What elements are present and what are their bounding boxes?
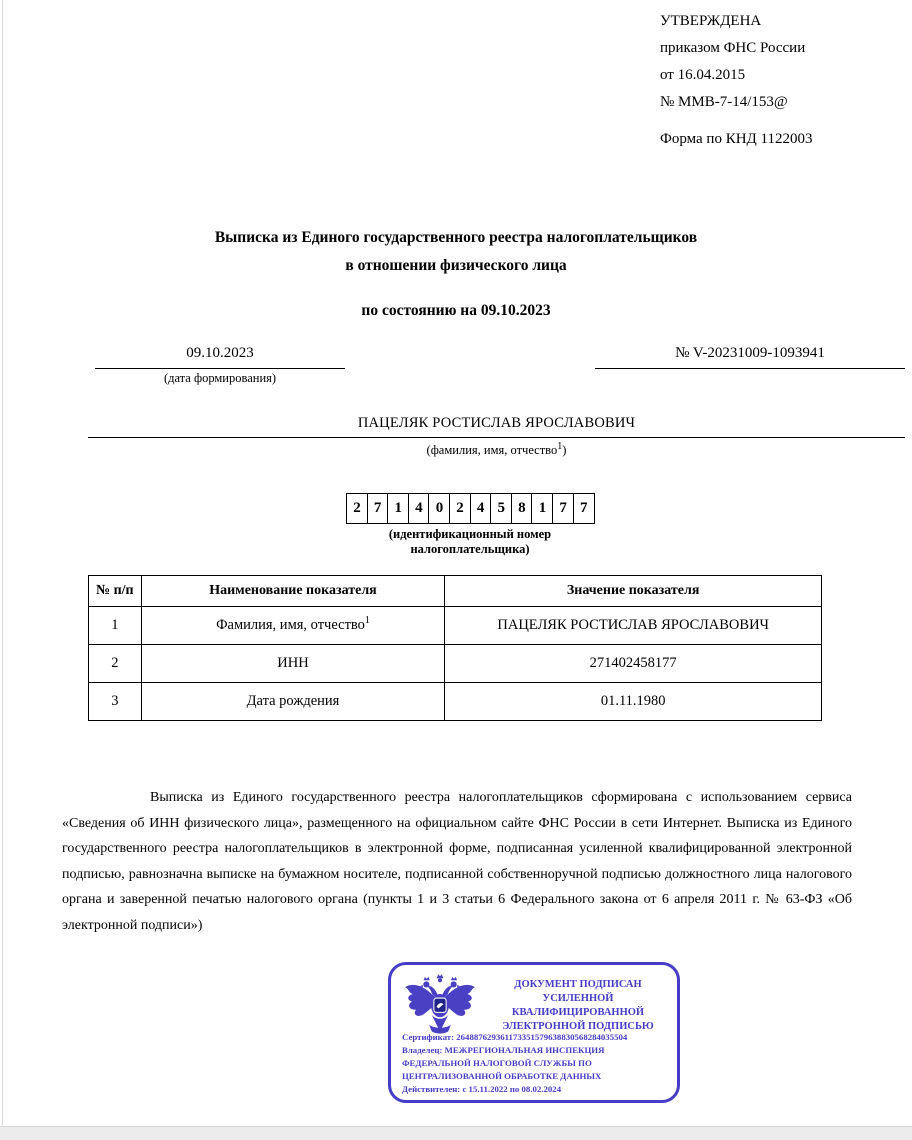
inn-digit-cell: 8	[511, 493, 533, 524]
stamp-title-line3: ЭЛЕКТРОННОЙ ПОДПИСЬЮ	[502, 1021, 654, 1032]
footnote-marker: 1	[364, 615, 370, 627]
header-cell-value: Значение показателя	[445, 576, 822, 607]
indicator-name-text: Дата рождения	[246, 693, 340, 709]
as-of-date: по состоянию на 09.10.2023	[361, 302, 551, 319]
viewport-bottom-band	[0, 1126, 912, 1140]
cell-indicator-name	[141, 607, 445, 645]
certificate-value: 264887629361173351579638830568284035504	[456, 1032, 628, 1042]
extract-number-underline	[595, 368, 905, 369]
full-name-caption	[88, 440, 905, 458]
validity-value: с 15.11.2022 по 08.02.2024	[462, 1084, 562, 1094]
inn-digit-boxes	[346, 493, 595, 524]
cell-indicator-name	[141, 683, 445, 721]
inn-digit-cell: 5	[490, 493, 512, 524]
document-title-line2: в отношении физического лица	[345, 257, 567, 274]
inn-digit-cell: 4	[470, 493, 492, 524]
inn-caption-line1: (идентификационный номер	[388, 527, 552, 541]
formation-date-caption: (дата формирования)	[163, 371, 277, 385]
cell-indicator-value: 01.11.1980	[445, 683, 822, 721]
document-title-line1: Выписка из Единого государственного реестра налогоплательщиков	[214, 229, 698, 246]
inn-caption	[290, 527, 650, 557]
taxpayer-full-name: ПАЦЕЛЯК РОСТИСЛАВ ЯРОСЛАВОВИЧ	[357, 415, 636, 431]
cell-indicator-value: 271402458177	[445, 645, 822, 683]
note-paragraph: Выписка из Единого государственного реестра налогоплательщиков сформирована с использованием сервиса «Сведения об ИНН физического лица», размещенного на официальном сайте ФНС России в сети Интернет. Выписка из Единого государственного реестра налогоплательщиков в электронной форме, подписанная усиленной квалифицированной электронной подписью, равнозначна выписке на бумажном носителе, подписанной собственноручной подписью должностного лица налогового органа и заверенной печатью налогового органа (пункты 1 и 3 статьи 6 Федерального закона от 6 апреля 2011 г. № 63-ФЗ «Об электронной подписи»)	[62, 790, 852, 933]
stamp-details	[402, 1031, 674, 1096]
certificate-line	[402, 1031, 674, 1044]
cell-row-number: 2	[89, 645, 142, 683]
table-row	[89, 645, 822, 683]
inn-digit-cell: 7	[573, 493, 595, 524]
header-cell-num: № п/п	[89, 576, 142, 607]
approval-line: приказом ФНС России	[660, 40, 806, 56]
indicators-table	[88, 575, 822, 721]
indicator-name-text: ИНН	[277, 655, 309, 671]
inn-digit-cell: 7	[367, 493, 389, 524]
approval-line: от 16.04.2015	[660, 67, 746, 83]
cell-row-number: 3	[89, 683, 142, 721]
cell-indicator-name	[141, 645, 445, 683]
indicator-name-text: Фамилия, имя, отчество	[216, 617, 365, 633]
inn-digit-cell: 7	[552, 493, 574, 524]
owner-line	[402, 1044, 674, 1083]
cell-row-number: 1	[89, 607, 142, 645]
full-name-caption-text: (фамилия, имя, отчество	[426, 443, 558, 457]
full-name-caption-close: )	[562, 443, 567, 457]
stamp-title	[485, 978, 671, 1034]
inn-digit-cell: 0	[428, 493, 450, 524]
owner-value: МЕЖРЕГИОНАЛЬНАЯ ИНСПЕКЦИЯ ФЕДЕРАЛЬНОЙ НАЛОГОВОЙ СЛУЖБЫ ПО ЦЕНТРАЛИЗОВАННОЙ ОБРАБОТКЕ ДАННЫХ	[402, 1045, 605, 1081]
approval-block	[660, 8, 910, 116]
inn-digit-cell: 1	[531, 493, 553, 524]
header-cell-name: Наименование показателя	[141, 576, 445, 607]
page-left-edge	[2, 0, 3, 1140]
stamp-title-line2: УСИЛЕННОЙ КВАЛИФИЦИРОВАННОЙ	[511, 993, 645, 1018]
inn-digit-cell: 4	[408, 493, 430, 524]
stamp-title-line1: ДОКУМЕНТ ПОДПИСАН	[514, 979, 642, 990]
certificate-label: Сертификат:	[402, 1032, 455, 1042]
footnote-marker: 1	[557, 440, 563, 452]
form-knd-label: Форма по КНД 1122003	[660, 131, 813, 147]
formation-date-underline	[95, 368, 345, 369]
inn-digit-cell: 1	[387, 493, 409, 524]
inn-digit-cell: 2	[346, 493, 368, 524]
formation-date: 09.10.2023	[186, 345, 254, 361]
full-name-underline	[88, 437, 905, 438]
inn-caption-line2: налогоплательщика)	[410, 542, 530, 556]
table-header-row	[89, 576, 822, 607]
owner-label: Владелец:	[402, 1045, 443, 1055]
approval-line: № ММВ-7-14/153@	[660, 94, 788, 110]
table-row	[89, 683, 822, 721]
validity-label: Действителен:	[402, 1084, 461, 1094]
extract-number: № V-20231009-1093941	[675, 345, 825, 361]
inn-digit-cell: 2	[449, 493, 471, 524]
table-row	[89, 607, 822, 645]
approval-line: УТВЕРЖДЕНА	[660, 13, 762, 29]
cell-indicator-value: ПАЦЕЛЯК РОСТИСЛАВ ЯРОСЛАВОВИЧ	[445, 607, 822, 645]
validity-line	[402, 1083, 674, 1096]
signature-stamp	[388, 962, 680, 1103]
